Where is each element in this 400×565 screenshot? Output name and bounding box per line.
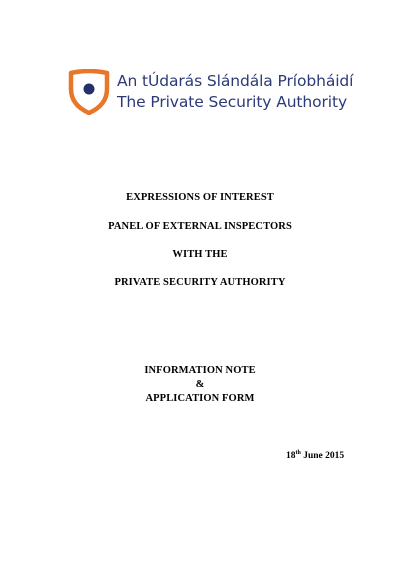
heading-line-4: PRIVATE SECURITY AUTHORITY (114, 277, 286, 288)
logo-irish-name: An tÚdarás Slándála Príobháidí (117, 72, 354, 90)
date-month-year: June 2015 (300, 451, 345, 461)
psa-logo (68, 69, 354, 115)
document-date (286, 451, 344, 461)
subtitle-line-1: INFORMATION NOTE (144, 365, 256, 376)
heading-line-2: PANEL OF EXTERNAL INSPECTORS (108, 221, 292, 232)
logo-wordmark (117, 71, 353, 113)
logo-english-name: The Private Security Authority (117, 93, 348, 111)
date-day: 18 (286, 451, 296, 461)
subtitle-line-3: APPLICATION FORM (145, 393, 255, 404)
shield-logo-icon (68, 69, 110, 115)
date-suffix: th (295, 450, 301, 456)
subtitle-line-2: & (195, 379, 205, 390)
heading-line-1: EXPRESSIONS OF INTEREST (126, 192, 274, 203)
heading-line-3: WITH THE (172, 249, 228, 260)
